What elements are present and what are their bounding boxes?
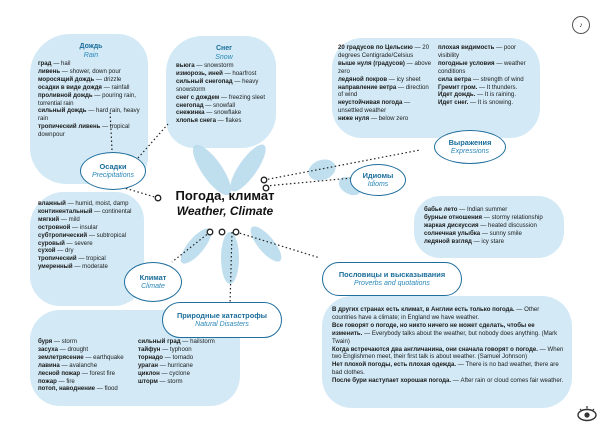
disaster-entry	[38, 370, 132, 378]
climate-entry	[38, 255, 142, 263]
snow-translation: — flakes	[215, 117, 242, 125]
climate-entry	[38, 240, 142, 248]
climate-term: тропический	[38, 255, 77, 263]
idiom-translation: — heated discussion	[478, 221, 537, 229]
proverb-entry	[332, 361, 564, 377]
snow-entry	[176, 109, 272, 117]
snow-panel	[176, 44, 272, 125]
disaster-term: сильный град	[138, 338, 181, 345]
rain-list	[38, 60, 144, 139]
climate-translation: — dry	[55, 247, 74, 255]
disaster-translation: — storm	[52, 338, 77, 345]
disaster-term: лавина	[38, 361, 60, 369]
snow-list	[176, 62, 272, 125]
expression-translation: — weather conditions	[438, 59, 526, 75]
disaster-entry	[38, 378, 132, 386]
node-natural-disasters: Природные катастрофы Natural Disasters	[162, 302, 282, 338]
disaster-term: циклон	[138, 369, 160, 377]
expression-term: сила ветра	[438, 75, 472, 83]
rain-entry	[38, 123, 144, 139]
rain-translation: — hail	[51, 60, 71, 67]
disaster-term: засуха	[38, 345, 58, 353]
expression-translation: — It thunders.	[477, 83, 518, 91]
disasters-col2	[138, 338, 234, 393]
snow-title: Снег Snow	[215, 45, 233, 61]
snow-term: снег с дождем	[176, 93, 220, 101]
climate-translation: — severe	[64, 239, 93, 247]
disaster-entry	[138, 378, 234, 386]
main-title: Погода, климат Weather, Climate	[175, 188, 275, 218]
expressions-col1	[338, 44, 432, 123]
disaster-term: пожар	[38, 377, 57, 385]
expression-translation: — 20 degrees Centigrade/Celsius	[338, 44, 430, 59]
proverb-translation: — After rain or cloud comes fair weather.	[451, 377, 564, 385]
climate-term: сухой	[38, 247, 56, 255]
snow-entry	[176, 62, 272, 70]
expression-entry	[338, 60, 432, 76]
rain-entry	[38, 107, 144, 123]
rain-translation: — tropical downpour	[38, 123, 130, 139]
snow-entry	[176, 102, 272, 110]
disaster-entry	[38, 338, 132, 346]
expression-entry	[438, 60, 538, 76]
disaster-translation: — typhoon	[160, 345, 192, 353]
expression-entry	[338, 99, 432, 115]
proverb-term: После бури наступает хорошая погода.	[332, 377, 452, 385]
rain-translation: — shower, down pour	[60, 67, 121, 75]
idiom-entry	[424, 222, 562, 230]
expression-term: неустойчивая погода	[338, 99, 403, 107]
climate-term: островной	[38, 223, 71, 231]
expression-translation: — icy sheet	[387, 75, 421, 83]
rain-term: град	[38, 60, 52, 67]
expression-translation: — below zero	[369, 115, 409, 123]
expression-term: ледяной покров	[338, 75, 388, 83]
node-precipitations: Осадки Precipitations	[80, 152, 146, 190]
disaster-translation: — tornado	[163, 353, 194, 361]
disaster-term: потоп, наводнение	[38, 385, 96, 393]
expression-term: плохая видимость	[438, 44, 495, 51]
rain-entry	[38, 68, 144, 76]
snow-translation: — hoarfrost	[222, 69, 257, 77]
snow-entry	[176, 94, 272, 102]
expression-term: направление ветра	[338, 83, 397, 91]
rain-term: осадки в виде дождя	[38, 83, 102, 91]
idiom-entry	[424, 238, 562, 246]
snow-term: сильный снегопад	[176, 77, 233, 85]
rain-entry	[38, 76, 144, 84]
rain-translation: — drizzle	[94, 75, 122, 83]
disaster-entry	[38, 346, 132, 354]
idiom-term: солнечная улыбка	[424, 229, 481, 237]
expression-translation: — poor visibility	[438, 44, 517, 59]
rain-term: проливной дождь	[38, 91, 93, 99]
snow-term: вьюга	[176, 62, 195, 69]
expression-entry	[438, 44, 538, 60]
disaster-translation: — cyclone	[159, 369, 190, 377]
proverb-translation: — Everybody talks about the weather, but nobody does anything. (Mark Twain)	[332, 329, 558, 345]
proverb-term: Все говорят о погоде, но никто ничего не может сделать, чтобы ее изменить.	[332, 321, 535, 337]
expression-entry	[438, 99, 538, 107]
proverb-entry	[332, 377, 564, 385]
idiom-term: ледяной взгляд	[424, 237, 472, 245]
snow-translation: — heavy snowstorm	[176, 77, 259, 93]
expression-translation: — above zero	[338, 59, 432, 75]
expression-term: погодные условия	[438, 59, 495, 67]
expression-translation: — strength of wind	[471, 75, 524, 83]
proverb-entry	[332, 322, 564, 346]
climate-translation: — mild	[59, 215, 80, 223]
disaster-term: торнадо	[138, 353, 164, 361]
disaster-entry	[38, 354, 132, 362]
climate-term: субтропический	[38, 231, 88, 239]
snow-translation: — freezing sleet	[219, 93, 266, 101]
disaster-term: землетрясение	[38, 353, 84, 361]
proverb-term: Когда встречаются два англичанина, они сначала говорят о погоде.	[332, 345, 538, 353]
disaster-translation: — hailstorm	[180, 338, 215, 345]
rain-term: тропический ливень	[38, 123, 101, 131]
snow-term: изморозь, иней	[176, 69, 223, 77]
expression-entry	[338, 84, 432, 100]
climate-panel	[38, 200, 142, 271]
climate-entry	[38, 247, 142, 255]
idiom-translation: — icy stare	[471, 237, 505, 245]
disaster-entry	[138, 346, 234, 354]
expression-translation: — unsettled weather	[338, 99, 411, 115]
disaster-term: шторм	[138, 377, 158, 385]
snow-term: хлопья снега	[176, 117, 216, 125]
rain-term: моросящий дождь	[38, 75, 95, 83]
disaster-entry	[138, 338, 234, 346]
disaster-translation: — hurricane	[158, 361, 193, 369]
climate-term: континентальный	[38, 207, 93, 215]
expressions-panel	[338, 44, 538, 123]
idiom-entry	[424, 230, 562, 238]
snow-term: снежинка	[176, 109, 205, 117]
rain-translation: — hard rain, heavy rain	[38, 107, 140, 123]
expression-term: ниже нуля	[338, 115, 370, 123]
climate-term: влажный	[38, 200, 66, 207]
expression-term: выше нуля (градусов)	[338, 59, 405, 67]
disaster-translation: — forest fire	[80, 369, 116, 377]
disaster-translation: — fire	[56, 377, 75, 385]
climate-term: мягкий	[38, 215, 60, 223]
eye-logo-icon	[576, 404, 598, 426]
disaster-translation: — storm	[157, 377, 183, 385]
disasters-panel	[38, 338, 234, 393]
idiom-term: бурные отношения	[424, 213, 483, 221]
climate-entry	[38, 224, 142, 232]
disaster-entry	[138, 370, 234, 378]
disaster-entry	[138, 354, 234, 362]
idiom-entry	[424, 206, 562, 214]
disaster-translation: — earthquake	[83, 353, 124, 361]
proverb-translation: — Other countries have a climate; in England we have weather.	[332, 306, 540, 321]
climate-entry	[38, 263, 142, 271]
disaster-term: ураган	[138, 361, 159, 369]
disaster-entry	[138, 362, 234, 370]
climate-entry	[38, 208, 142, 216]
expression-term: Идет снег.	[438, 99, 469, 107]
climate-entry	[38, 216, 142, 224]
disaster-term: буря	[38, 338, 53, 345]
disaster-translation: — drought	[57, 345, 89, 353]
node-idioms: Идиомы Idioms	[350, 164, 406, 196]
snow-entry	[176, 78, 272, 94]
climate-translation: — continental	[92, 207, 132, 215]
expression-term: Идет дождь.	[438, 91, 476, 99]
disasters-col1	[38, 338, 132, 393]
disaster-translation: — flood	[95, 385, 118, 393]
snow-translation: — snowflake	[204, 109, 242, 117]
expression-entry	[438, 76, 538, 84]
climate-term: умеренный	[38, 263, 73, 271]
snow-entry	[176, 117, 272, 125]
expression-entry	[438, 84, 538, 92]
node-proverbs: Пословицы и высказывания Proverbs and quotations	[322, 262, 462, 296]
expression-translation: — direction of wind	[338, 83, 429, 99]
proverb-translation: — There is no bad weather, there are bad clothes.	[332, 361, 559, 377]
snow-translation: — snowstorm	[194, 62, 234, 69]
idiom-term: жаркая дискуссия	[424, 221, 479, 229]
rain-panel	[38, 42, 144, 139]
rain-entry	[38, 60, 144, 68]
expression-translation: — It is snowing.	[468, 99, 514, 107]
rain-term: ливень	[38, 67, 61, 75]
climate-translation: — humid, moist, damp	[65, 200, 129, 207]
rain-title: Дождь Rain	[79, 43, 103, 59]
snow-entry	[176, 70, 272, 78]
proverb-entry	[332, 306, 564, 322]
climate-translation: — insular	[70, 223, 98, 231]
climate-entry	[38, 232, 142, 240]
rain-translation: — rainfall	[102, 83, 130, 91]
proverb-entry	[332, 346, 564, 362]
node-expressions: Выражения Expressions	[434, 130, 506, 164]
expression-entry	[338, 44, 432, 60]
disaster-term: тайфун	[138, 345, 161, 353]
expression-entry	[338, 76, 432, 84]
disaster-term: лесной пожар	[38, 369, 81, 377]
idioms-panel	[424, 206, 562, 246]
climate-translation: — subtropical	[87, 231, 127, 239]
proverb-term: Нет плохой погоды, есть плохая одежда.	[332, 361, 457, 369]
expression-entry	[338, 115, 432, 123]
disaster-translation: — avalanche	[59, 361, 98, 369]
climate-translation: — moderate	[72, 263, 108, 271]
proverb-term: В других странах есть климат, в Англии есть только погода.	[332, 306, 515, 313]
page-mark-icon: ♪	[572, 16, 590, 34]
climate-translation: — tropical	[76, 255, 106, 263]
expression-entry	[438, 91, 538, 99]
climate-entry	[38, 200, 142, 208]
disaster-entry	[38, 362, 132, 370]
snow-translation: — snowfall	[203, 101, 236, 109]
expression-term: 20 градусов по Цельсию	[338, 44, 413, 51]
node-climate: Климат Climate	[124, 262, 182, 302]
climate-term: суровый	[38, 239, 65, 247]
proverb-translation: — When two Englishmen meet, their first talk is about weather. (Samuel Johnson)	[332, 345, 564, 361]
idiom-term: бабье лето	[424, 206, 458, 213]
proverbs-panel	[332, 306, 564, 385]
idiom-entry	[424, 214, 562, 222]
expressions-col2	[438, 44, 538, 123]
disaster-entry	[38, 385, 132, 393]
rain-entry	[38, 84, 144, 92]
idiom-translation: — stormy relationship	[482, 213, 543, 221]
expression-translation: — It is raining.	[475, 91, 517, 99]
idiom-translation: — Indian summer	[457, 206, 508, 213]
rain-translation: — pouring rain, torrential rain	[38, 91, 136, 107]
snow-term: снегопад	[176, 101, 204, 109]
idiom-translation: — sunny smile	[480, 229, 522, 237]
expression-term: Гремит гром.	[438, 83, 478, 91]
rain-term: сильный дождь	[38, 107, 87, 115]
rain-entry	[38, 92, 144, 108]
